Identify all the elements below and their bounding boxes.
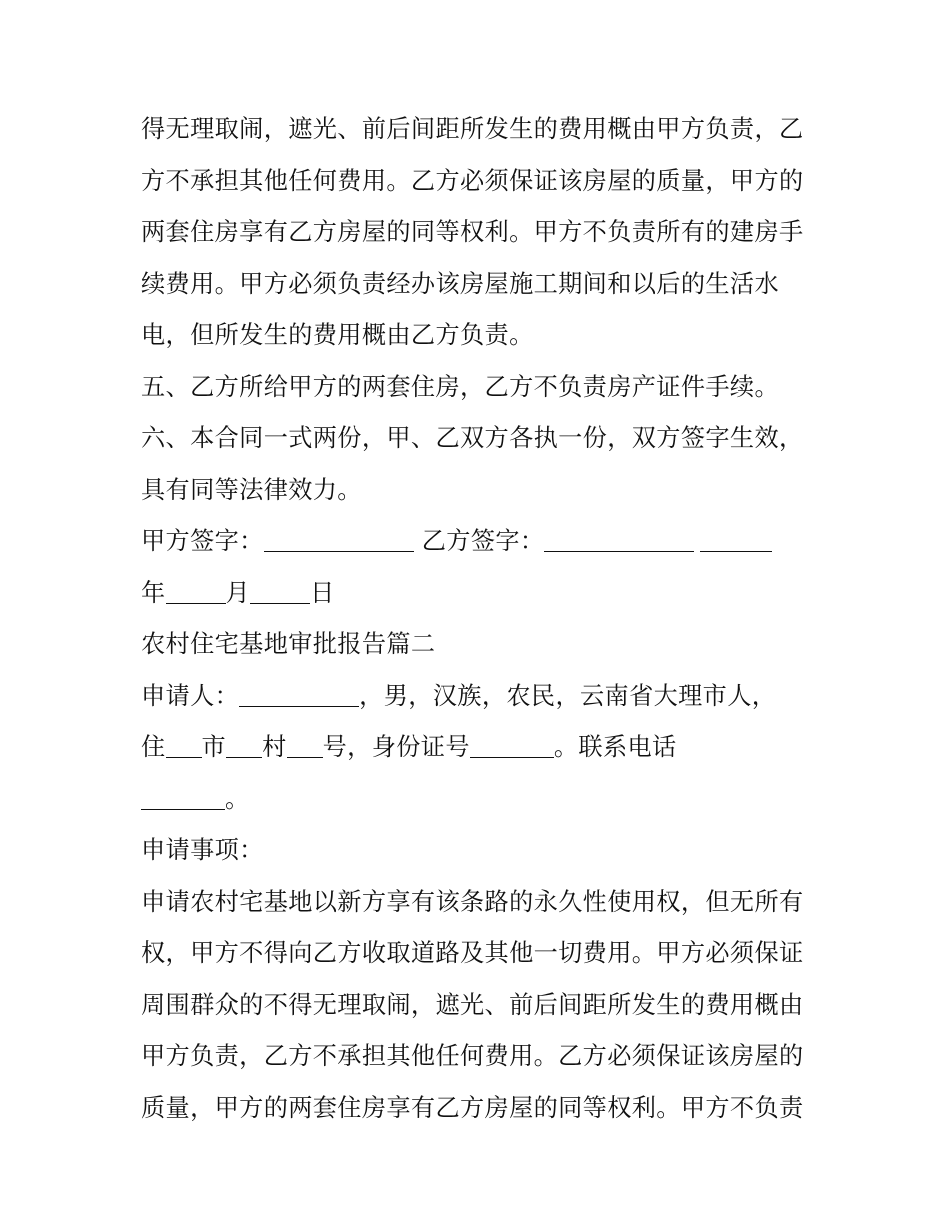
section-title: 农村住宅基地审批报告篇二 (141, 630, 436, 658)
applicant-details: ，男，汉族，农民，云南省大理市人， (359, 681, 777, 710)
phone-label: 。联系电话 (553, 733, 677, 761)
matter-line: 质量，甲方的两套住房享有乙方房屋的同等权利。甲方不负责 (141, 1093, 804, 1122)
date-line (141, 568, 821, 620)
number-blank (287, 733, 323, 758)
party-a-signature-blank (264, 527, 414, 552)
applicant-name-blank (239, 682, 359, 707)
phone-line (141, 774, 821, 826)
date-day-blank (250, 579, 310, 604)
paragraph-line: 电，但所发生的费用概由乙方负责。 (141, 321, 534, 349)
party-b-signature-label: 乙方签字： (421, 527, 545, 555)
matter-label: 申请事项： (141, 836, 264, 864)
paragraph-line: 续费用。甲方必须负责经办该房屋施工期间和以后的生活水 (141, 269, 779, 298)
phone-blank (141, 785, 225, 810)
id-label: 号，身份证号 (322, 733, 470, 761)
matter-line: 周围群众的不得无理取闹，遮光、前后间距所发生的费用概由 (141, 990, 804, 1019)
paragraph-line: 两套住房享有乙方房屋的同等权利。甲方不负责所有的建房手 (141, 218, 804, 246)
signature-line (141, 516, 821, 568)
party-b-signature-blank (544, 527, 694, 552)
party-a-signature-label: 甲方签字： (141, 527, 264, 555)
city-label: 市 (201, 733, 227, 761)
clause-six-cont: 具有同等法律效力。 (141, 475, 362, 504)
matter-line: 权，甲方不得向乙方收取道路及其他一切费用。甲方必须保证 (141, 939, 804, 967)
date-year-label: 年 (141, 578, 166, 607)
city-blank (166, 733, 202, 758)
date-day-label: 日 (310, 578, 335, 607)
paragraph-line: 得无理取闹，遮光、前后间距所发生的费用概由甲方负责，乙 (141, 115, 804, 143)
date-month-label: 月 (225, 578, 251, 607)
residence-prefix: 住 (141, 733, 166, 761)
phone-end-mark: 。 (225, 784, 250, 813)
village-blank (226, 733, 262, 758)
applicant-label: 申请人： (141, 681, 240, 710)
date-month-blank (166, 579, 226, 604)
applicant-line (141, 671, 821, 723)
matter-line: 申请农村宅基地以新方享有该条路的永久性使用权，但无所有 (141, 887, 804, 916)
paragraph-line: 方不承担其他任何费用。乙方必须保证该房屋的质量，甲方的 (141, 166, 804, 195)
clause-five: 五、乙方所给甲方的两套住房，乙方不负责房产证件手续。 (141, 372, 779, 401)
village-label: 村 (262, 733, 287, 761)
matter-line: 甲方负责，乙方不承担其他任何费用。乙方必须保证该房屋的 (141, 1042, 804, 1070)
residence-line (141, 722, 821, 774)
date-year-blank (700, 527, 772, 552)
id-number-blank (470, 733, 554, 758)
document-body (141, 104, 821, 1134)
clause-six: 六、本合同一式两份，甲、乙双方各执一份，双方签字生效， (141, 424, 804, 452)
